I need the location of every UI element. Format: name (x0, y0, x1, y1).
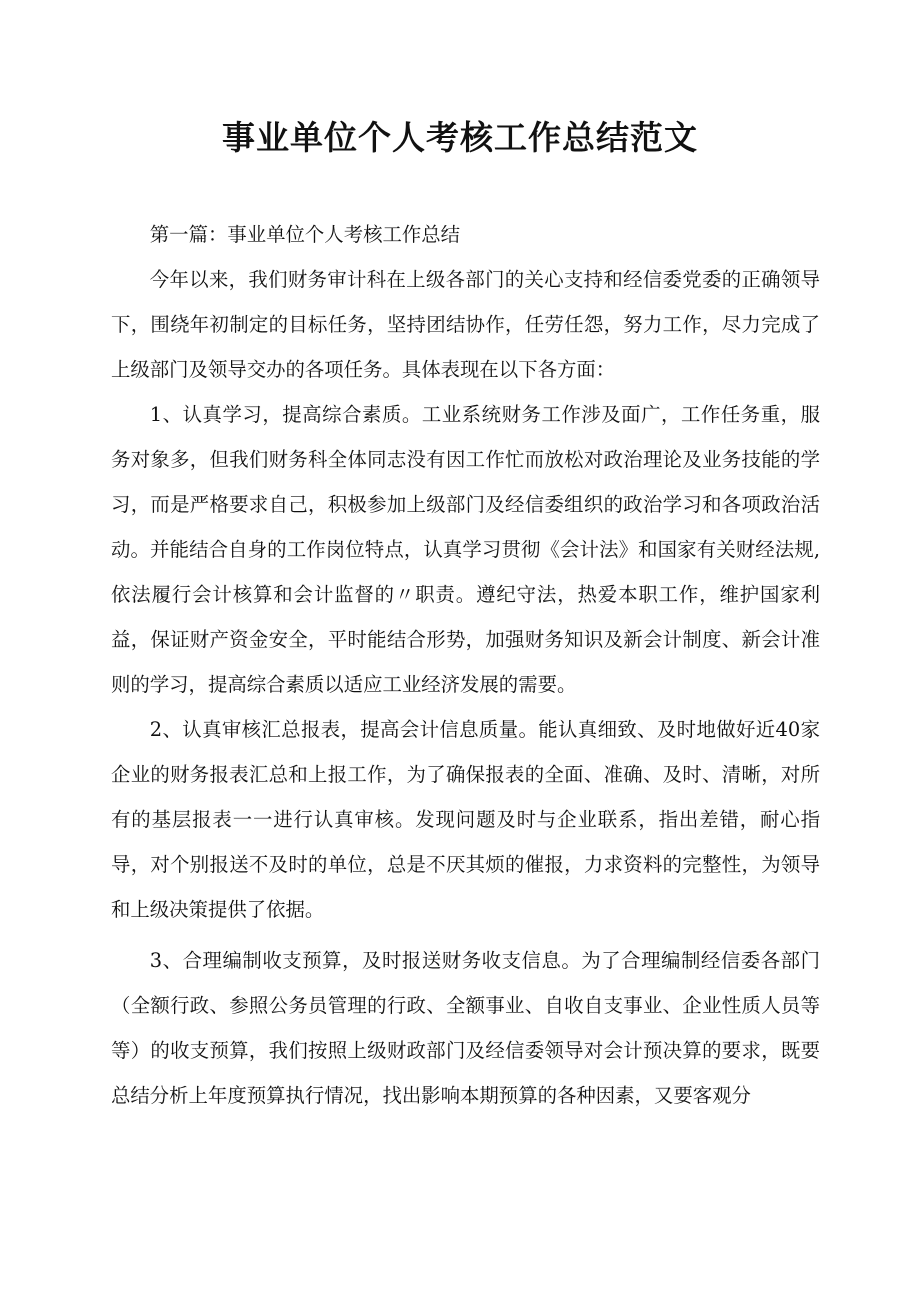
paragraph-item-3: 3、合理编制收支预算，及时报送财务收支信息。为了合理编制经信委各部门（全额行政、参照公务员管理的行政、全额事业、自收自支事业、企业性质人员等等）的收支预算，我们按照上级财政部门及经信委领导对会计预决算的要求，既要总结分析上年度预算执行情况，找出影响本期预算的各种因素，又要客观分 (111, 949, 820, 1107)
paragraph-item-2: 2、认真审核汇总报表，提高会计信息质量。能认真细致、及时地做好近40家企业的财务报表汇总和上报工作，为了确保报表的全面、准确、及时、清晰，对所有的基层报表一一进行认真审核。发现问题及时与企业联系，指出差错，耐心指导，对个别报送不及时的单位，总是不厌其烦的催报，力求资料的完整性，为领导和上级决策提供了依据。 (111, 718, 820, 921)
paragraph-item-1: 1、认真学习，提高综合素质。工业系统财务工作涉及面广，工作任务重，服务对象多，但我们财务科全体同志没有因工作忙而放松对政治理论及业务技能的学习，而是严格要求自己，积极参加上级部门及经信委组织的政治学习和各项政治活动。并能结合自身的工作岗位特点，认真学习贯彻《会计法》和国家有关财经法规,依法履行会计核算和会计监督的〃职责。遵纪守法，热爱本职工作，维护国家利益，保证财产资金安全，平时能结合形势，加强财务知识及新会计制度、新会计准则的学习，提高综合素质以适应工业经济发展的需要。 (111, 403, 820, 696)
document-body (111, 212, 820, 1118)
section-heading: 第一篇：事业单位个人考核工作总结 (149, 223, 461, 246)
document-title: 事业单位个人考核工作总结范文 (222, 118, 698, 157)
intro-paragraph: 今年以来，我们财务审计科在上级各部门的关心支持和经信委党委的正确领导下，围绕年初制定的目标任务，坚持团结协作，任劳任怨，努力工作，尽力完成了上级部门及领导交办的各项任务。具体表现在以下各方面： (111, 268, 820, 381)
